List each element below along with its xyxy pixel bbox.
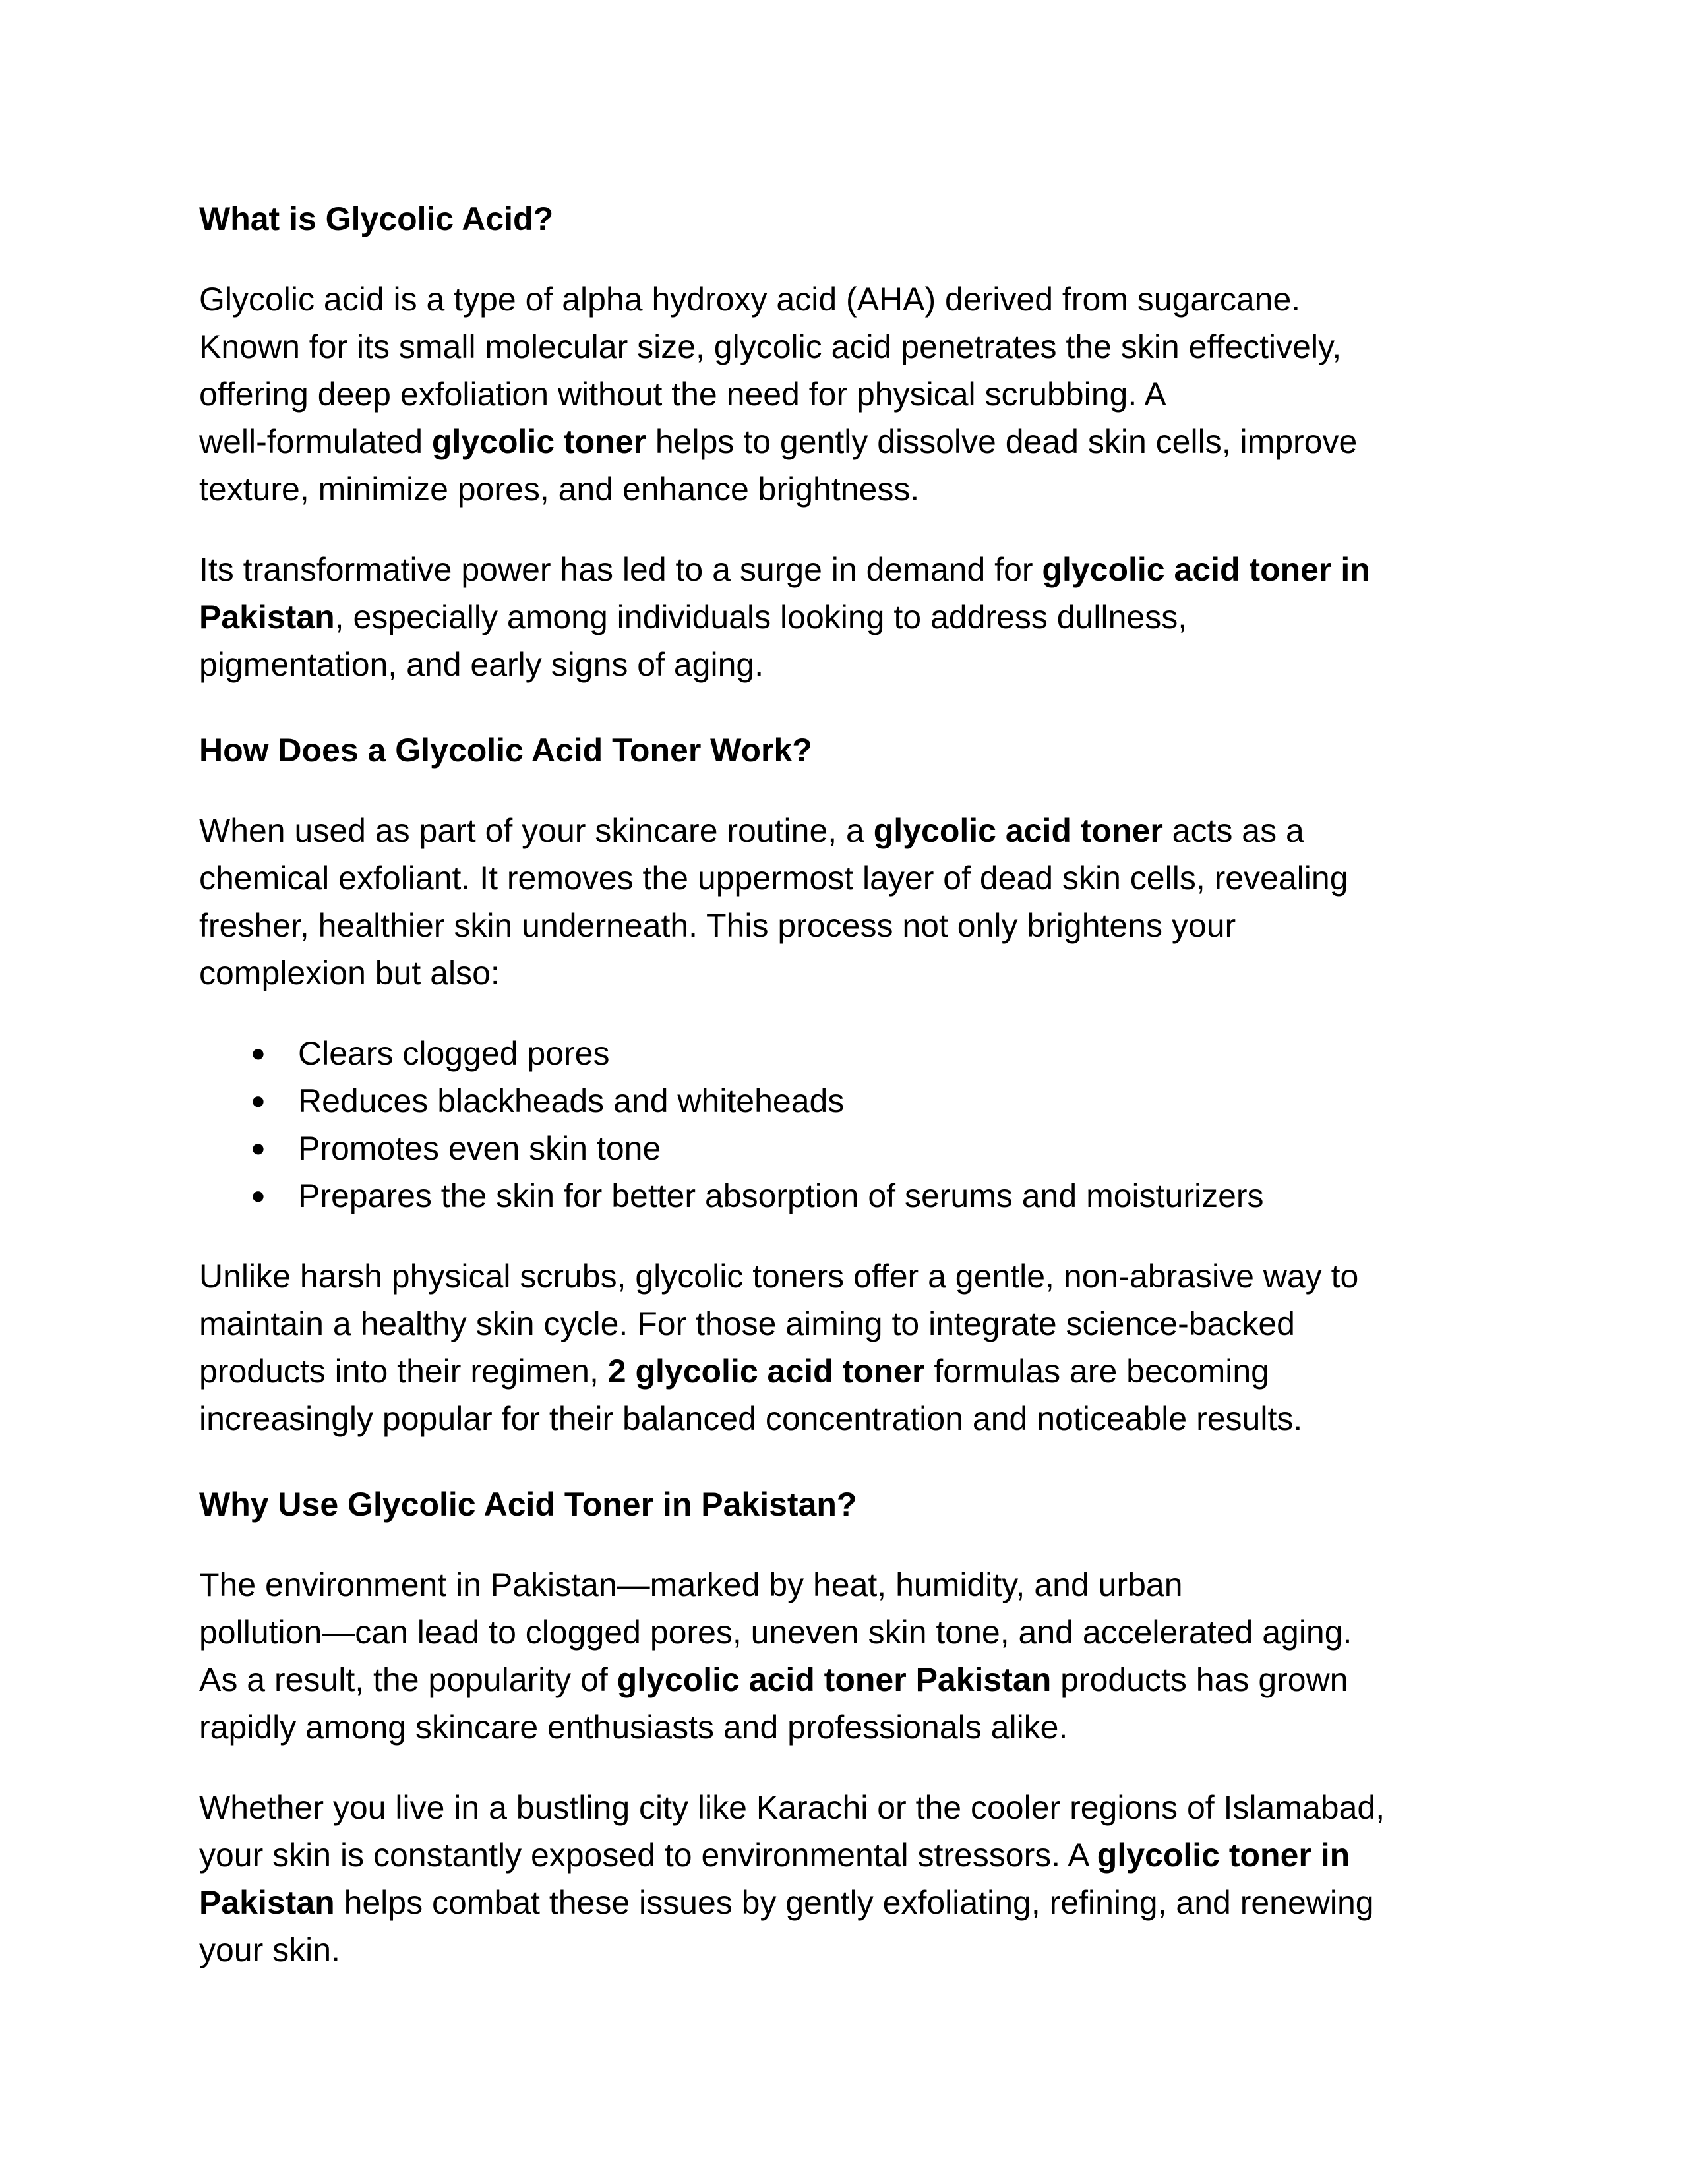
heading-how-does-toner-work: How Does a Glycolic Acid Toner Work? <box>199 732 812 769</box>
list-item <box>199 1077 1505 1125</box>
text-run: well-formulated <box>199 423 432 460</box>
text-line: fresher, healthier skin underneath. This process not only brightens your <box>199 907 1236 944</box>
text-line: complexion but also: <box>199 955 500 991</box>
list-item <box>199 1172 1505 1220</box>
text-line: chemical exfoliant. It removes the uppermost layer of dead skin cells, revealing <box>199 860 1348 897</box>
text-line: pollution—can lead to clogged pores, uneven skin tone, and accelerated aging. <box>199 1614 1352 1651</box>
text-run: As a result, the popularity of <box>199 1661 617 1698</box>
paragraph-chemical-exfoliant <box>199 807 1505 997</box>
paragraph-demand-pakistan <box>199 546 1505 688</box>
bold-keyword: glycolic acid toner Pakistan <box>617 1661 1052 1698</box>
heading-what-is-glycolic-acid: What is Glycolic Acid? <box>199 200 554 237</box>
text-run: When used as part of your skincare routine, a <box>199 812 874 849</box>
bold-keyword: 2 glycolic acid toner <box>607 1353 925 1390</box>
text-line: offering deep exfoliation without the need for physical scrubbing. A <box>199 376 1166 413</box>
document-page <box>199 195 1505 1974</box>
paragraph-glycolic-acid-definition <box>199 276 1505 513</box>
text-line: pigmentation, and early signs of aging. <box>199 646 764 683</box>
bold-keyword: glycolic acid toner in <box>1042 551 1370 588</box>
text-line: texture, minimize pores, and enhance brightness. <box>199 471 920 508</box>
list-item-text: Prepares the skin for better absorption of serums and moisturizers <box>298 1177 1264 1214</box>
text-run: your skin is constantly exposed to environmental stressors. A <box>199 1837 1097 1874</box>
text-line: increasingly popular for their balanced concentration and noticeable results. <box>199 1400 1303 1437</box>
paragraph-karachi-islamabad <box>199 1784 1505 1974</box>
paragraph-environment-pakistan <box>199 1561 1505 1751</box>
benefits-list <box>199 1030 1505 1220</box>
bullet-icon: ● <box>251 1040 266 1067</box>
text-line: Unlike harsh physical scrubs, glycolic toners offer a gentle, non-abrasive way to <box>199 1258 1359 1295</box>
bullet-icon: ● <box>251 1087 266 1115</box>
bullet-icon: ● <box>251 1135 266 1162</box>
list-item-text: Promotes even skin tone <box>298 1130 661 1167</box>
list-item-text: Reduces blackheads and whiteheads <box>298 1082 845 1119</box>
bold-keyword: glycolic toner in <box>1097 1837 1350 1874</box>
list-item-text: Clears clogged pores <box>298 1035 610 1072</box>
text-run: helps to gently dissolve dead skin cells, improve <box>646 423 1358 460</box>
text-run: Its transformative power has led to a surge in demand for <box>199 551 1042 588</box>
text-run: acts as a <box>1162 812 1304 849</box>
text-line: Whether you live in a bustling city like Karachi or the cooler regions of Islamabad, <box>199 1789 1385 1826</box>
text-run: , especially among individuals looking to address dullness, <box>334 599 1188 635</box>
text-line: rapidly among skincare enthusiasts and professionals alike. <box>199 1709 1068 1746</box>
text-line: maintain a healthy skin cycle. For those aiming to integrate science-backed <box>199 1305 1295 1342</box>
list-item <box>199 1125 1505 1172</box>
bold-keyword: Pakistan <box>199 1884 335 1921</box>
heading-why-use-in-pakistan: Why Use Glycolic Acid Toner in Pakistan? <box>199 1486 857 1523</box>
text-run: products into their regimen, <box>199 1353 608 1390</box>
text-line: The environment in Pakistan—marked by heat, humidity, and urban <box>199 1566 1183 1603</box>
text-run: formulas are becoming <box>924 1353 1269 1390</box>
bold-keyword: Pakistan <box>199 599 335 635</box>
text-line: your skin. <box>199 1932 340 1968</box>
bullet-icon: ● <box>251 1182 266 1210</box>
text-run: helps combat these issues by gently exfoliating, refining, and renewing <box>334 1884 1374 1921</box>
text-line: Glycolic acid is a type of alpha hydroxy acid (AHA) derived from sugarcane. <box>199 281 1301 318</box>
bold-keyword: glycolic acid toner <box>873 812 1163 849</box>
text-run: products has grown <box>1051 1661 1348 1698</box>
bold-keyword: glycolic toner <box>431 423 646 460</box>
text-line: Known for its small molecular size, glycolic acid penetrates the skin effectively, <box>199 328 1342 365</box>
list-item <box>199 1030 1505 1077</box>
paragraph-unlike-scrubs <box>199 1253 1505 1442</box>
